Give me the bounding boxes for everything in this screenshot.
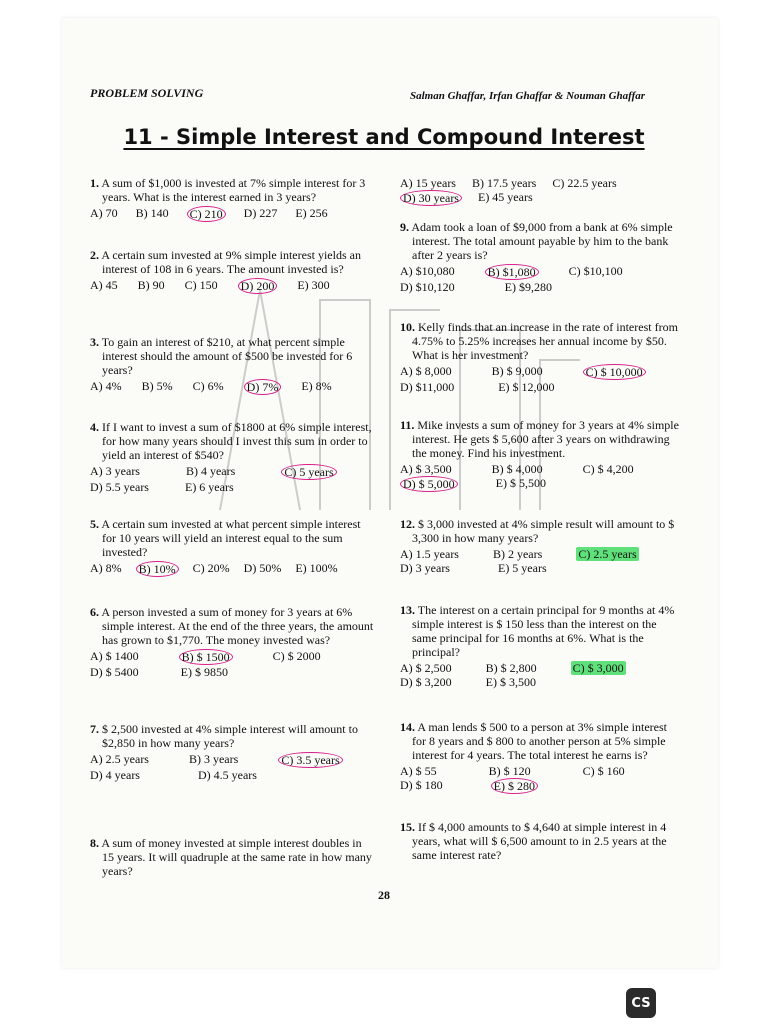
option[interactable]: E) 6 years — [184, 480, 234, 494]
question-6: 6. A person invested a sum of money for 3 years at 6% simple interest. At the end of the three years, the amount has grown to $1,770. The money invested was? A) $ 1400 B) $ 1500 C) $ 2000 D) $ 5400 E) $ 9850 — [90, 605, 374, 679]
option[interactable]: A) 70 — [90, 206, 118, 220]
option[interactable]: A) 15 years — [400, 176, 456, 190]
option[interactable]: B) $ 2,800 — [485, 661, 537, 675]
option[interactable]: C) 20% — [192, 561, 230, 575]
option-selected[interactable]: B) $1,080 — [485, 264, 539, 280]
option[interactable]: E) 5 years — [497, 561, 547, 575]
option[interactable]: D) $ 180 — [400, 778, 443, 792]
option[interactable]: C) 6% — [192, 379, 224, 393]
option-selected[interactable]: C) 3.5 years — [278, 752, 342, 768]
option-selected[interactable]: D) $ 5,000 — [400, 476, 458, 492]
question-15: 15. If $ 4,000 amounts to $ 4,640 at simple interest in 4 years, what will $ 6,500 amount to in 2.5 years at the same interest rate? — [400, 820, 667, 862]
question-3: 3. To gain an interest of $210, at what percent simple interest should the amount of $500 be invested for 6 years? A) 4% B) 5% C) 6% D) 7% E) 8% — [90, 335, 353, 394]
option[interactable]: B) $ 4,000 — [491, 462, 543, 476]
question-13: 13. The interest on a certain principal for 9 months at 4% simple interest is $ 150 less than the interest on the same principal for 16 months at 6%. What is the principal? A) $ 2,500 B) $ 2,800 C) $ 3,000 D) $ 3,200 E) $ 3,500 — [400, 603, 675, 689]
option[interactable]: B) 90 — [137, 278, 165, 292]
option-highlighted[interactable]: C) 2.5 years — [578, 547, 637, 561]
option[interactable]: A) $ 1400 — [90, 649, 139, 663]
option[interactable]: D) 4 years — [90, 768, 140, 782]
page-number: 28 — [378, 888, 390, 902]
option[interactable]: D) 4.5 years — [197, 768, 257, 782]
option[interactable]: B) $ 9,000 — [491, 364, 543, 378]
option[interactable]: A) $ 3,500 — [400, 462, 452, 476]
option[interactable]: C) 150 — [184, 278, 218, 292]
option-selected[interactable]: B) 10% — [136, 561, 179, 577]
option[interactable]: B) 2 years — [492, 547, 543, 561]
option-selected[interactable]: C) 5 years — [281, 464, 336, 480]
option[interactable]: D) $ 5400 — [90, 665, 139, 679]
option[interactable]: A) $ 2,500 — [400, 661, 452, 675]
option[interactable]: D) $10,120 — [400, 280, 455, 294]
option[interactable]: E) $ 3,500 — [485, 675, 536, 689]
option[interactable]: D) 227 — [243, 206, 278, 220]
option[interactable]: D) 3 years — [400, 561, 450, 575]
option[interactable]: A) $ 55 — [400, 764, 437, 778]
question-5: 5. A certain sum invested at what percent simple interest for 10 years will yield an interest equal to the sum invested? A) 8% B) 10% C) 20% D) 50% E) 100% — [90, 517, 361, 576]
option-selected[interactable]: D) 7% — [244, 379, 282, 395]
option[interactable]: E) $ 12,000 — [498, 380, 555, 394]
option[interactable]: E) 100% — [295, 561, 338, 575]
option[interactable]: B) 140 — [135, 206, 169, 220]
page-title: 11 - Simple Interest and Compound Interest — [123, 125, 645, 149]
option[interactable]: B) $ 120 — [488, 764, 531, 778]
question-4: 4. If I want to invest a sum of $1800 at 6% simple interest, for how many years should I invest this sum in order to yield an interest of $540? A) 3 years B) 4 years C) 5 years D) 5.5 years E) 6 years — [90, 420, 372, 494]
question-11: 11. Mike invests a sum of money for 3 years at 4% simple interest. He gets $ 5,600 after 3 years on withdrawing the money. Find his investment. A) $ 3,500 B) $ 4,000 C) $ 4,200 D) $ 5,000 E) $ 5,500 — [400, 418, 679, 491]
option-selected[interactable]: D) 30 years — [400, 190, 462, 206]
camscanner-logo: CS — [626, 988, 656, 1018]
option[interactable]: C) 22.5 years — [552, 176, 617, 190]
option[interactable]: A) 8% — [90, 561, 122, 575]
option-selected[interactable]: E) $ 280 — [491, 778, 538, 794]
question-8: 8. A sum of money invested at simple interest doubles in 15 years. It will quadruple at the same rate in how many years? — [90, 836, 372, 878]
question-10: 10. Kelly finds that an increase in the rate of interest from 4.75% to 5.25% increases her annual income by $50. What is her investment? A) $ 8,000 B) $ 9,000 C) $ 10,000 D) $11,000 E) $ 12,000 — [400, 320, 678, 394]
option[interactable]: E) 8% — [301, 379, 332, 393]
option-selected[interactable]: C) 210 — [187, 206, 226, 222]
option[interactable]: A) 3 years — [90, 464, 140, 478]
option[interactable]: E) $9,280 — [504, 280, 552, 294]
option[interactable]: B) 5% — [141, 379, 173, 393]
option[interactable]: A) $10,080 — [400, 264, 455, 278]
question-1: 1. A sum of $1,000 is invested at 7% simple interest for 3 years. What is the interest earned in 3 years? A) 70 B) 140 C) 210 D) 227 E) 256 — [90, 176, 366, 221]
option[interactable]: D) 5.5 years — [90, 480, 149, 494]
question-12: 12. $ 3,000 invested at 4% simple result will amount to $ 3,300 in how many years? A) 1.5 years B) 2 years C) 2.5 years D) 3 years E) 5 years — [400, 517, 675, 575]
question-8-options — [400, 176, 680, 206]
option[interactable]: E) 256 — [295, 206, 328, 220]
option-highlighted[interactable]: C) $ 3,000 — [572, 661, 624, 675]
question-9: 9. Adam took a loan of $9,000 from a bank at 6% simple interest. The total amount payable by him to the bank after 2 years is? A) $10,080 B) $1,080 C) $10,100 D) $10,120 E) $9,280 — [400, 220, 673, 294]
option[interactable]: D) 50% — [243, 561, 282, 575]
question-2: 2. A certain sum invested at 9% simple interest yields an interest of 108 in 6 years. The amount invested is? A) 45 B) 90 C) 150 D) 200 E) 300 — [90, 248, 361, 293]
option[interactable]: E) 300 — [297, 278, 330, 292]
question-14: 14. A man lends $ 500 to a person at 3% simple interest for 8 years and $ 800 to another person at 5% simple interest for 4 years. The total interest he earns is? A) $ 55 B) $ 120 C) $ 160 D) $ 180 E) $ 280 — [400, 720, 667, 793]
option[interactable]: D) $ 3,200 — [400, 675, 452, 689]
option[interactable]: C) $ 2000 — [272, 649, 321, 663]
option[interactable]: E) $ 5,500 — [495, 476, 546, 490]
option[interactable]: A) 1.5 years — [400, 547, 459, 561]
option[interactable]: A) $ 8,000 — [400, 364, 452, 378]
option[interactable]: E) 45 years — [477, 190, 533, 204]
option-selected[interactable]: B) $ 1500 — [179, 649, 233, 665]
option[interactable]: D) $11,000 — [400, 380, 455, 394]
option-selected[interactable]: C) $ 10,000 — [583, 364, 646, 380]
header-right: Salman Ghaffar, Irfan Ghaffar & Nouman Ghaffar — [410, 90, 646, 102]
option[interactable]: B) 3 years — [188, 752, 239, 766]
option[interactable]: B) 17.5 years — [471, 176, 537, 190]
header-left: PROBLEM SOLVING — [90, 86, 204, 100]
question-7: 7. $ 2,500 invested at 4% simple interest will amount to $2,850 in how many years? A) 2.5 years B) 3 years C) 3.5 years D) 4 years D) 4.5 years — [90, 722, 358, 782]
option[interactable]: C) $ 4,200 — [582, 462, 634, 476]
option[interactable]: B) 4 years — [185, 464, 236, 478]
option[interactable]: A) 2.5 years — [90, 752, 149, 766]
option-selected[interactable]: D) 200 — [238, 278, 278, 294]
option[interactable]: E) $ 9850 — [180, 665, 228, 679]
option[interactable]: C) $ 160 — [582, 764, 625, 778]
option[interactable]: C) $10,100 — [568, 264, 623, 278]
option[interactable]: A) 45 — [90, 278, 118, 292]
option[interactable]: A) 4% — [90, 379, 122, 393]
